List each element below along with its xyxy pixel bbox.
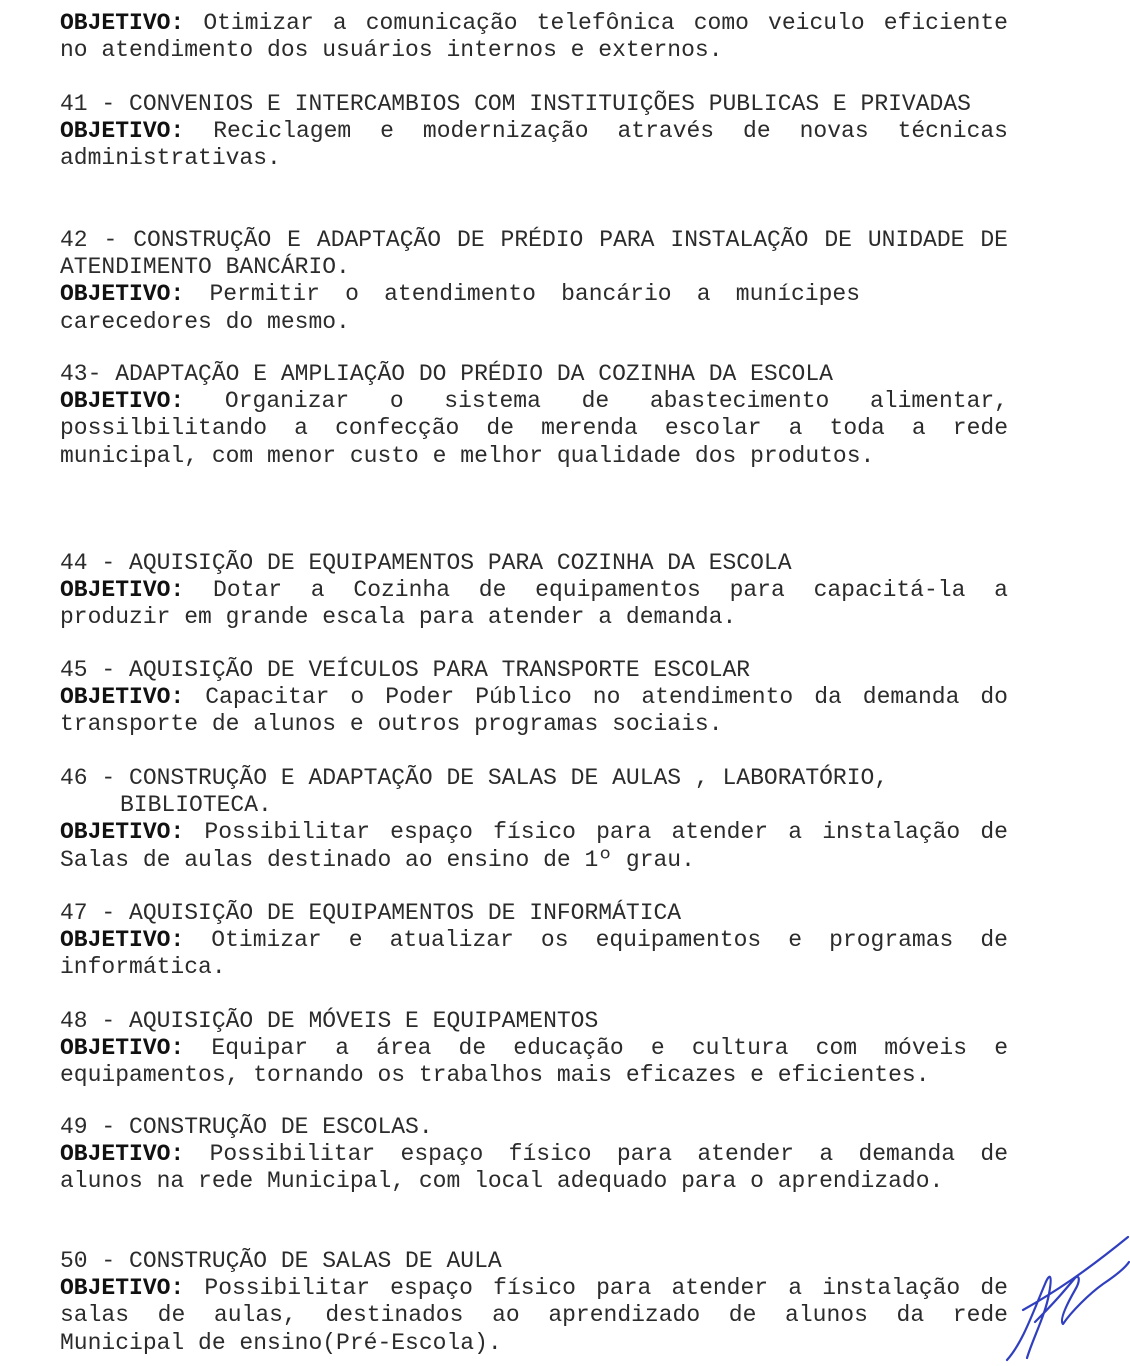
- objective-label: OBJETIVO:: [60, 577, 185, 604]
- objective-label: OBJETIVO:: [60, 1141, 185, 1168]
- item-50: [60, 1248, 1008, 1357]
- objective-label: OBJETIVO:: [60, 388, 185, 415]
- item-title-continuation: [60, 792, 1008, 819]
- signature-mark: [1005, 1232, 1130, 1366]
- objective-text: [60, 281, 860, 335]
- objective-text: [60, 684, 1008, 738]
- item-42: [60, 227, 1008, 336]
- item-title: 47 - AQUISIÇÃO DE EQUIPAMENTOS DE INFORMÁTICA: [60, 900, 682, 926]
- item-title: 48 - AQUISIÇÃO DE MÓVEIS E EQUIPAMENTOS: [60, 1008, 599, 1034]
- objective-text: [60, 388, 1008, 470]
- item-44: [60, 550, 1008, 632]
- item-41: [60, 91, 1008, 173]
- item-48: [60, 1008, 1008, 1090]
- item-49: [60, 1114, 1008, 1196]
- objective-description: Otimizar e atualizar os equipamentos e programas de informática.: [60, 927, 1008, 981]
- objective-label: OBJETIVO:: [60, 10, 185, 36]
- objective-description: Possibilitar espaço físico para atender a instalação de salas de aulas, destinados ao aprendizado de alunos da rede Municipal de ensino(Pré-Escola).: [60, 1275, 1008, 1356]
- item-47: [60, 900, 1008, 982]
- item-45: [60, 657, 1008, 739]
- objective-description: Organizar o sistema de abastecimento alimentar, possilbilitando a confecção de merenda escolar a toda a rede municipal, com menor custo e melhor qualidade dos produtos.: [60, 388, 1008, 469]
- objective-text: [60, 1141, 1008, 1195]
- objective-label: OBJETIVO:: [60, 927, 185, 954]
- objective-text: [60, 118, 1008, 172]
- objective-label: OBJETIVO:: [60, 1275, 185, 1302]
- item-title: 50 - CONSTRUÇÃO DE SALAS DE AULA: [60, 1248, 502, 1274]
- item-43: [60, 361, 1008, 470]
- objective-description: Otimizar a comunicação telefônica como veiculo eficiente no atendimento dos usuários internos e externos.: [60, 10, 1008, 64]
- item-title: 44 - AQUISIÇÃO DE EQUIPAMENTOS PARA COZINHA DA ESCOLA: [60, 550, 792, 576]
- item-title: 42 - CONSTRUÇÃO E ADAPTAÇÃO DE PRÉDIO PARA INSTALAÇÃO DE UNIDADE DE ATENDIMENTO BANCÁRIO.: [60, 227, 1008, 281]
- objective-label: OBJETIVO:: [60, 684, 185, 711]
- objective-description: Permitir o atendimento bancário a munícipes carecedores do mesmo.: [60, 281, 860, 335]
- item-46: [60, 765, 1008, 874]
- item-title-line2: BIBLIOTECA.: [120, 792, 272, 819]
- objective-label: OBJETIVO:: [60, 118, 185, 145]
- intro-objective-block: [60, 10, 1008, 64]
- objective-description: Reciclagem e modernização através de novas técnicas administrativas.: [60, 118, 1008, 172]
- objective-text: [60, 10, 1008, 64]
- objective-text: [60, 819, 1008, 873]
- objective-description: Dotar a Cozinha de equipamentos para capacitá-la a produzir em grande escala para atender a demanda.: [60, 577, 1008, 631]
- objective-label: OBJETIVO:: [60, 819, 185, 846]
- objective-label: OBJETIVO:: [60, 1035, 185, 1062]
- objective-text: [60, 577, 1008, 631]
- objective-description: Capacitar o Poder Público no atendimento da demanda do transporte de alunos e outros programas sociais.: [60, 684, 1008, 738]
- item-title: 43- ADAPTAÇÃO E AMPLIAÇÃO DO PRÉDIO DA COZINHA DA ESCOLA: [60, 361, 833, 387]
- objective-description: Possibilitar espaço físico para atender a instalação de Salas de aulas destinado ao ensino de 1º grau.: [60, 819, 1008, 873]
- item-title: 49 - CONSTRUÇÃO DE ESCOLAS.: [60, 1114, 433, 1140]
- objective-text: [60, 927, 1008, 981]
- objective-description: Equipar a área de educação e cultura com móveis e equipamentos, tornando os trabalhos mais eficazes e eficientes.: [60, 1035, 1008, 1089]
- objective-label: OBJETIVO:: [60, 281, 185, 308]
- item-title: 41 - CONVENIOS E INTERCAMBIOS COM INSTITUIÇÕES PUBLICAS E PRIVADAS: [60, 91, 971, 117]
- item-title: 45 - AQUISIÇÃO DE VEÍCULOS PARA TRANSPORTE ESCOLAR: [60, 657, 751, 683]
- objective-text: [60, 1035, 1008, 1089]
- item-title: 46 - CONSTRUÇÃO E ADAPTAÇÃO DE SALAS DE AULAS , LABORATÓRIO,: [60, 765, 889, 791]
- objective-text: [60, 1275, 1008, 1357]
- objective-description: Possibilitar espaço físico para atender a demanda de alunos na rede Municipal, com local adequado para o aprendizado.: [60, 1141, 1008, 1195]
